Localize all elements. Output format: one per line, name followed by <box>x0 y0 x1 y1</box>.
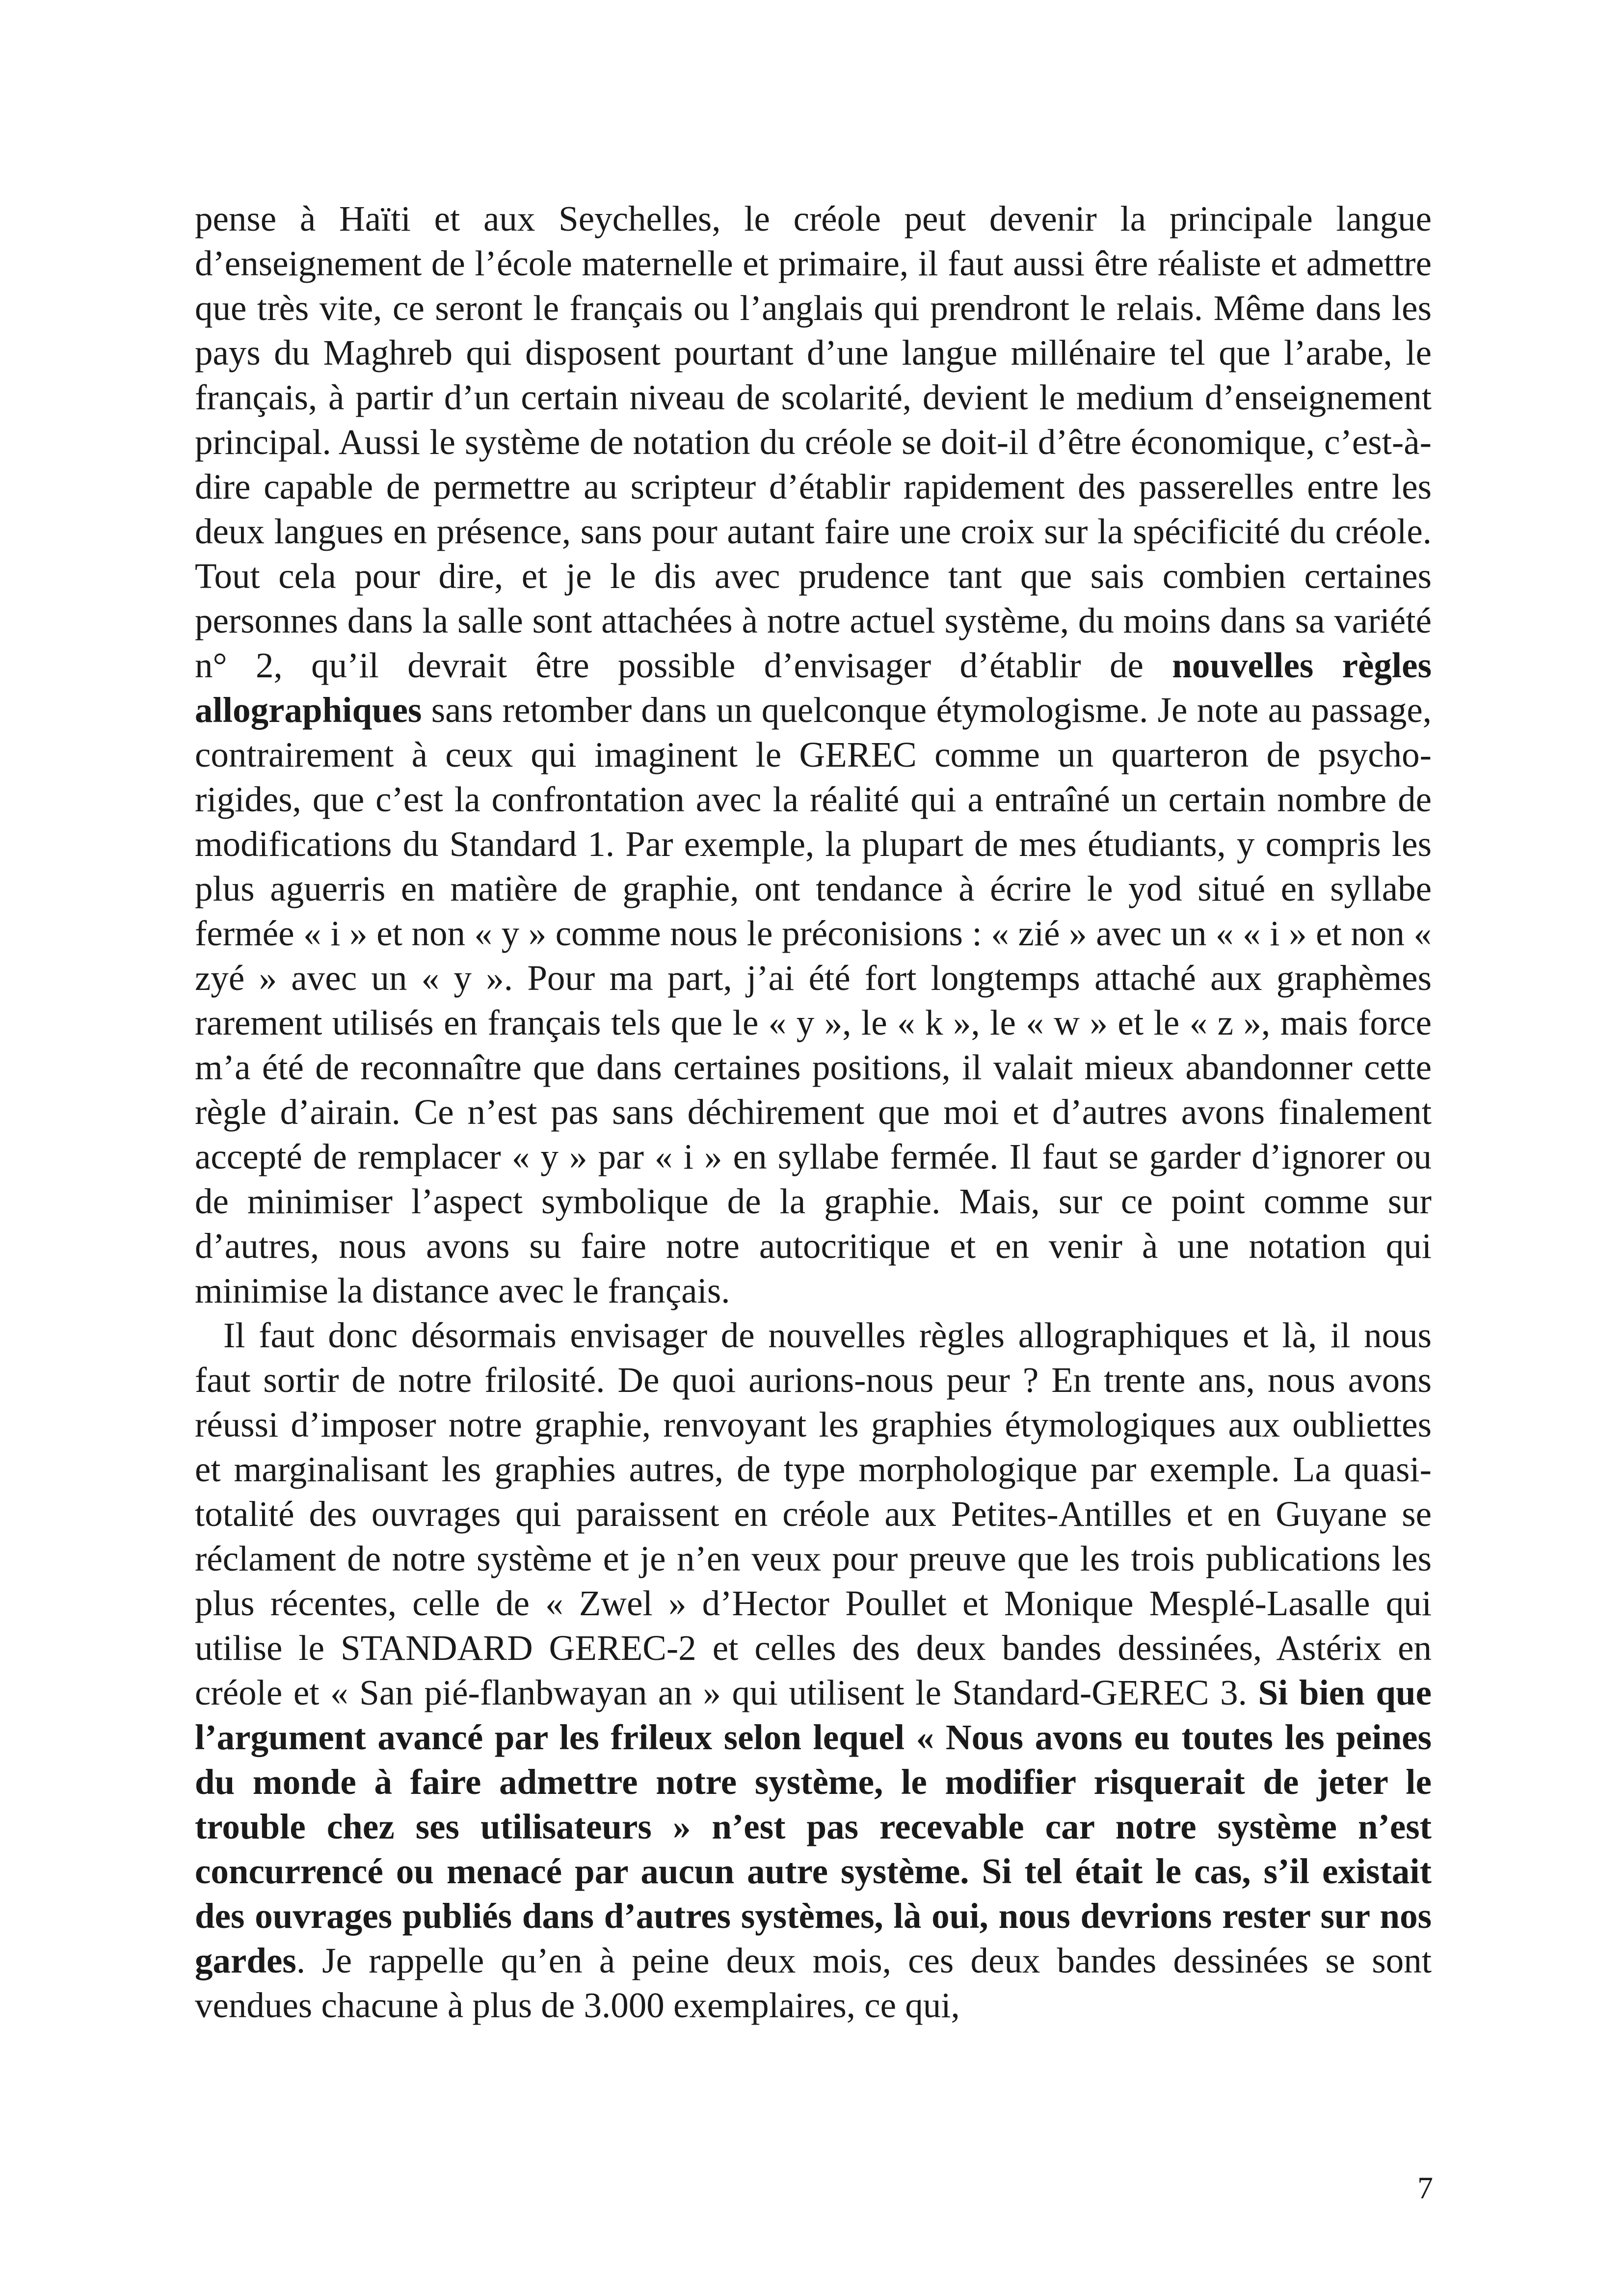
paragraph-1-bold-text: nouvelles règles allographiques <box>195 645 1432 730</box>
paragraph-2-text-b: . Je rappelle qu’en à peine deux mois, ces deux bandes dessinées se sont vendues chacune à plus de 3.000 exemplaires, ce qui, <box>195 1941 1432 2025</box>
paragraph-1-text-b: sans retomber dans un quelconque étymologisme. Je note au passage, contrairement à ceux qui imaginent le GEREC comme un quarteron de psycho-rigides, que c’est la confrontation avec la réalité qui a entraîné un certain nombre de modifications du Standard 1. Par exemple, la plupart de mes étudiants, y compris les plus aguerris en matière de graphie, ont tendance à écrire le yod situé en syllabe fermée « i » et non « y » comme nous le préconisions : « zié » avec un « « i » et non « zyé » avec un « y ». Pour ma part, j’ai été fort longtemps attaché aux graphèmes rarement utilisés en français tels que le « y », le « k », le « w » et le « z », mais force m’a été de reconnaître que dans certaines positions, il valait mieux abandonner cette règle d’airain. Ce n’est pas sans déchirement que moi et d’autres avons finalement accepté de remplacer « y » par « i » en syllabe fermée. Il faut se garder d’ignorer ou de minimiser l’aspect symbolique de la graphie. Mais, sur ce point comme sur d’autres, nous avons su faire notre autocritique et en venir à une notation qui minimise la distance avec le français. <box>195 690 1432 1310</box>
body-text <box>195 196 1432 2028</box>
paragraph-2-bold-text: Si bien que l’argument avancé par les frileux selon lequel « Nous avons eu toutes les peines du monde à faire admettre notre système, le modifier risquerait de jeter le trouble chez ses utilisateurs » n’est pas recevable car notre système n’est concurrencé ou menacé par aucun autre système. Si tel était le cas, s’il existait des ouvrages publiés dans d’autres systèmes, là oui, nous devrions rester sur nos gardes <box>195 1673 1432 1980</box>
page-number: 7 <box>1417 2170 1433 2205</box>
paragraph-1-text-a: pense à Haïti et aux Seychelles, le créole peut devenir la principale langue d’enseignement de l’école maternelle et primaire, il faut aussi être réaliste et admettre que très vite, ce seront le français ou l’anglais qui prendront le relais. Même dans les pays du Maghreb qui disposent pourtant d’une langue millénaire tel que l’arabe, le français, à partir d’un certain niveau de scolarité, devient le medium d’enseignement principal. Aussi le système de notation du créole se doit-il d’être économique, c’est-à-dire capable de permettre au scripteur d’établir rapidement des passerelles entre les deux langues en présence, sans pour autant faire une croix sur la spécificité du créole. Tout cela pour dire, et je le dis avec prudence tant que sais combien certaines personnes dans la salle sont attachées à notre actuel système, du moins dans sa variété n° 2, qu’il devrait être possible d’envisager d’établir de <box>195 199 1432 685</box>
paragraph-2 <box>195 1313 1432 2028</box>
paragraph-1 <box>195 196 1432 1313</box>
paragraph-2-text-a: Il faut donc désormais envisager de nouvelles règles allographiques et là, il nous faut sortir de notre frilosité. De quoi aurions-nous peur ? En trente ans, nous avons réussi d’imposer notre graphie, renvoyant les graphies étymologiques aux oubliettes et marginalisant les graphies autres, de type morphologique par exemple. La quasi-totalité des ouvrages qui paraissent en créole aux Petites-Antilles et en Guyane se réclament de notre système et je n’en veux pour preuve que les trois publications les plus récentes, celle de « Zwel » d’Hector Poullet et Monique Mesplé-Lasalle qui utilise le STANDARD GEREC-2 et celles des deux bandes dessinées, Astérix en créole et « San pié-flanbwayan an » qui utilisent le Standard-GEREC 3. <box>195 1315 1432 1712</box>
